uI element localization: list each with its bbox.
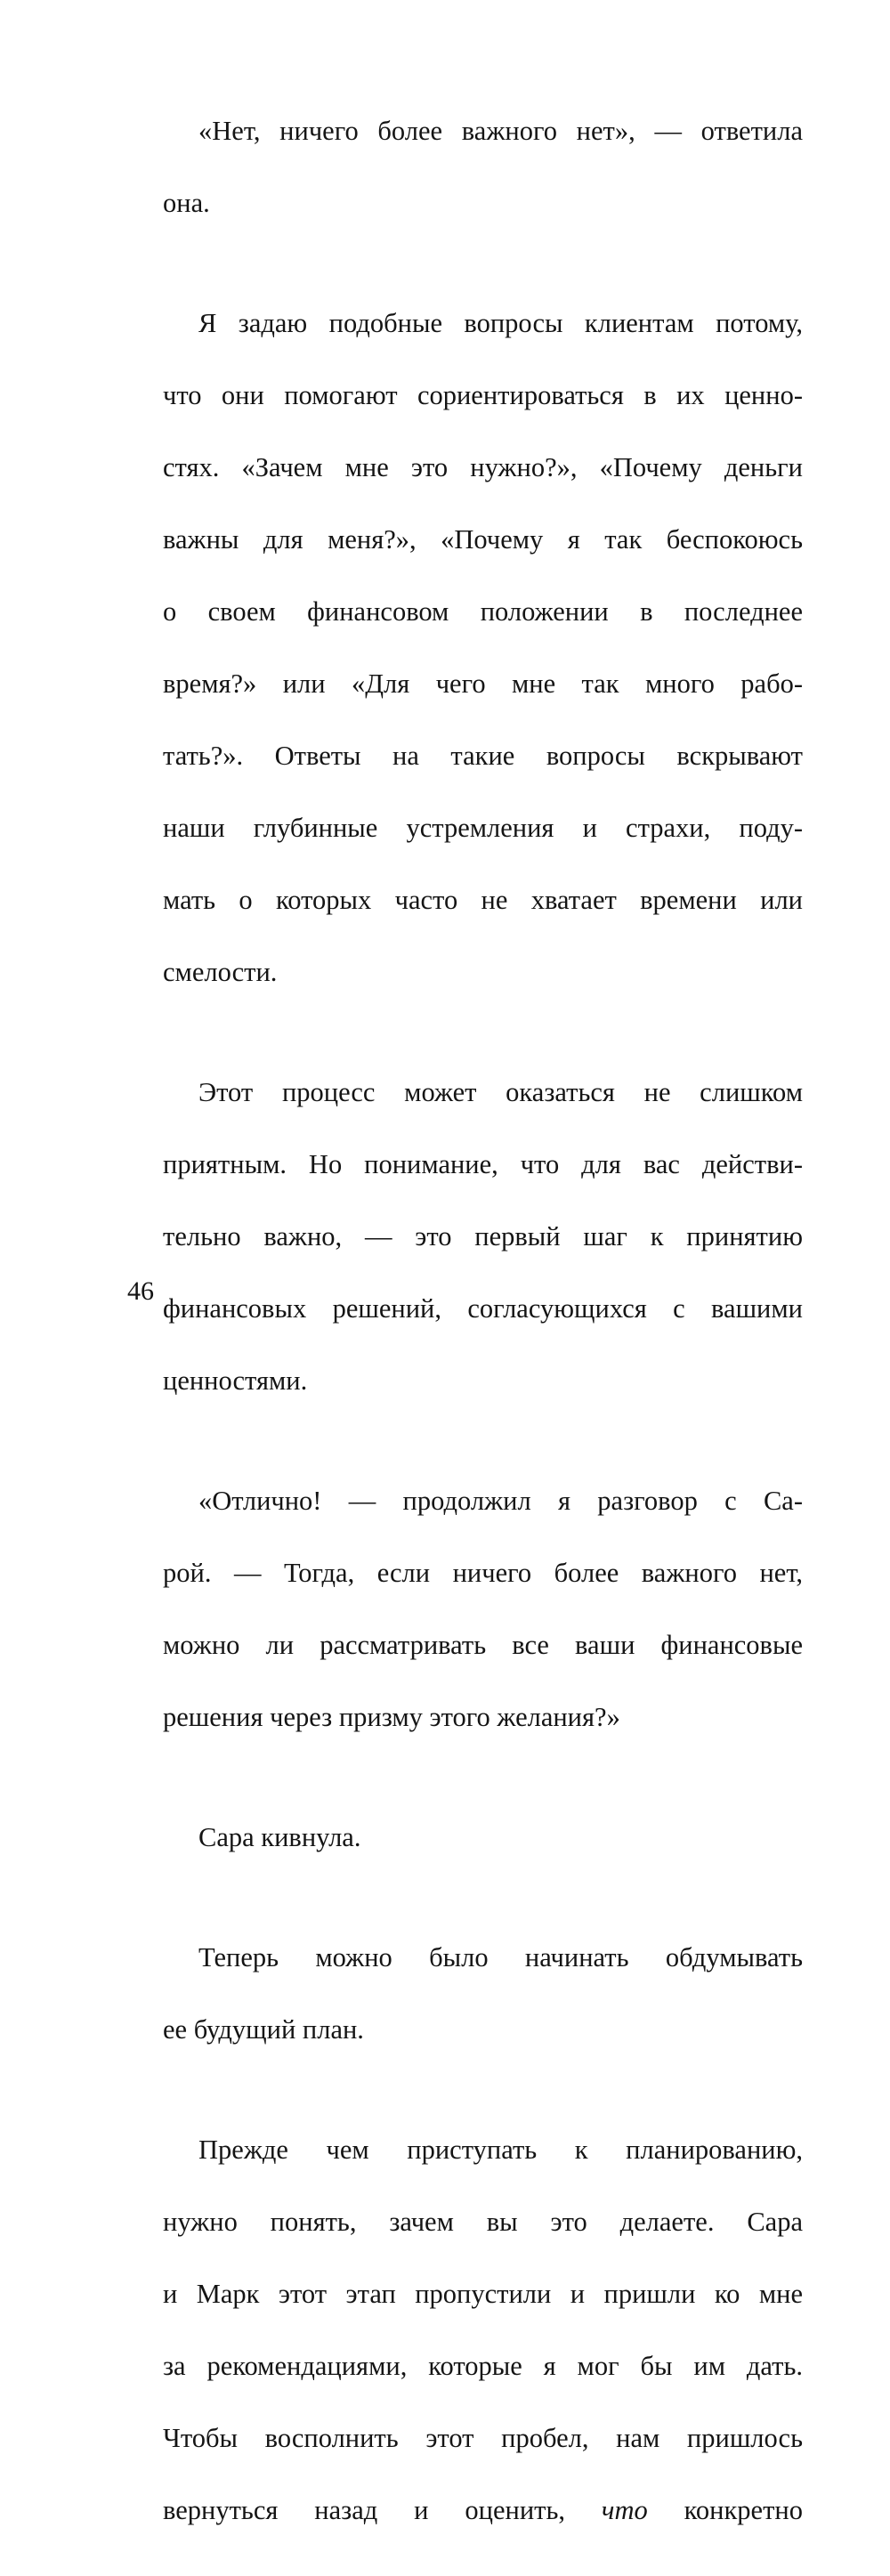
paragraph-1 <box>127 77 803 257</box>
emphasized-word: что <box>601 2494 648 2525</box>
text-line: можно ли рассматривать все ваши финансовые <box>163 1629 803 1660</box>
book-page-text <box>127 77 803 2576</box>
text-fragment: вернуться назад и оценить, <box>163 2494 565 2525</box>
text-line: рой. — Тогда, если ничего более важного нет, <box>163 1557 803 1588</box>
text-line: тать?». Ответы на такие вопросы вскрывают <box>163 740 803 771</box>
text-line: за рекомендациями, которые я мог бы им дать. <box>163 2350 803 2381</box>
paragraph-2 <box>127 269 803 1026</box>
text-line: важны для меня?», «Почему я так беспокоюсь <box>163 523 803 555</box>
text-line: ценностями. <box>163 1365 308 1396</box>
paragraph-5 <box>127 1783 803 1891</box>
text-line: Чтобы восполнить этот пробел, нам пришлось <box>163 2422 803 2453</box>
paragraph-6 <box>127 1903 803 2084</box>
text-line: Прежде чем приступать к планированию, <box>198 2134 803 2165</box>
text-line: финансовых решений, согласующихся с вашими <box>163 1292 803 1324</box>
text-line: тельно важно, — это первый шаг к принятию <box>163 1220 803 1252</box>
text-line: решения через призму этого желания?» <box>163 1701 620 1732</box>
paragraph-7 <box>127 2095 803 2564</box>
text-line: Сара кивнула. <box>198 1821 361 1852</box>
text-line: стях. «Зачем мне это нужно?», «Почему деньги <box>163 451 803 482</box>
text-line: она. <box>163 187 210 218</box>
text-line: Этот процесс может оказаться не слишком <box>198 1076 803 1107</box>
text-line: «Нет, ничего более важного нет», — ответила <box>198 115 803 146</box>
paragraph-4 <box>127 1446 803 1771</box>
text-line: что они помогают сориентироваться в их ценно- <box>163 379 803 410</box>
paragraph-3 <box>127 1038 803 1435</box>
text-line: «Отлично! — продолжил я разговор с Са- <box>198 1485 803 1516</box>
text-line: Теперь можно было начинать обдумывать <box>198 1941 803 1973</box>
text-fragment: конкретно <box>684 2494 803 2525</box>
text-line: время?» или «Для чего мне так много рабо- <box>163 668 803 699</box>
text-line: ее будущий план. <box>163 2013 364 2045</box>
text-line: смелости. <box>163 956 278 987</box>
text-line: нужно понять, зачем вы это делаете. Сара <box>163 2206 803 2237</box>
text-line-with-emphasis <box>127 2492 803 2529</box>
text-line: о своем финансовом положении в последнее <box>163 595 803 627</box>
text-line: и Марк этот этап пропустили и пришли ко мне <box>163 2278 803 2309</box>
text-line: мать о которых часто не хватает времени или <box>163 884 803 915</box>
page-number: 46 <box>127 1276 154 1306</box>
text-line: наши глубинные устремления и страхи, поду- <box>163 812 803 843</box>
text-line: приятным. Но понимание, что для вас действи- <box>163 1148 803 1179</box>
text-line: Я задаю подобные вопросы клиентам потому, <box>198 307 803 338</box>
